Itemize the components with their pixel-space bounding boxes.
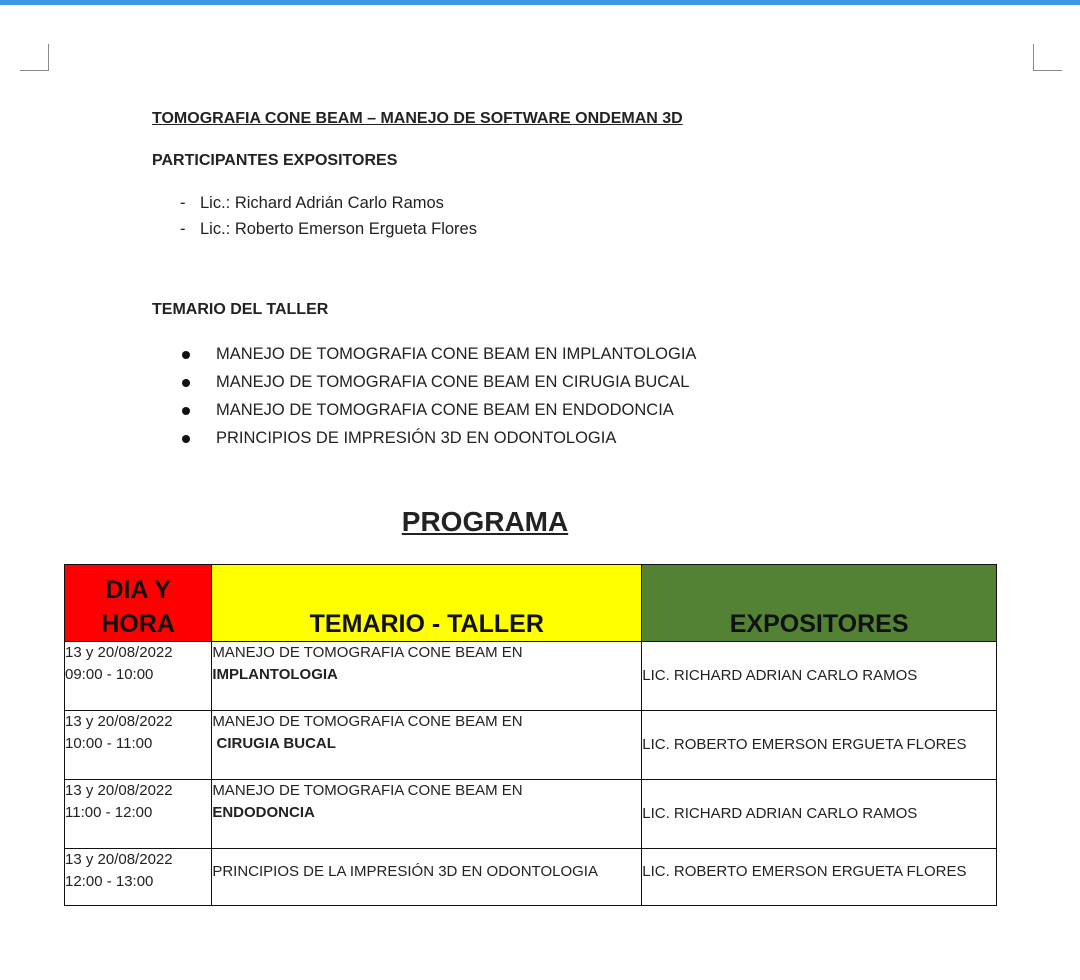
bullet-icon: [182, 407, 190, 415]
cell-speaker: LIC. RICHARD ADRIAN CARLO RAMOS: [642, 780, 997, 849]
cell-topic-line2: ENDODONCIA: [212, 804, 315, 821]
table-header-row: [65, 565, 997, 642]
cell-date: 13 y 20/08/2022: [65, 644, 173, 661]
cell-topic-line1: PRINCIPIOS DE LA IMPRESIÓN 3D EN ODONTOLOGIA: [212, 863, 598, 880]
topic-item: [180, 344, 696, 372]
cell-date-time: [65, 642, 212, 711]
participant-name: Lic.: Roberto Emerson Ergueta Flores: [200, 220, 477, 238]
header-dia-line2: HORA: [101, 610, 175, 638]
cell-topic-line1: MANEJO DE TOMOGRAFIA CONE BEAM EN: [212, 644, 523, 661]
cell-topic-line2: CIRUGIA BUCAL: [212, 735, 336, 752]
cell-speaker: LIC. ROBERTO EMERSON ERGUETA FLORES: [642, 849, 997, 906]
topic-item: [180, 400, 696, 428]
table-row: [65, 780, 997, 849]
program-table: [64, 564, 997, 906]
cell-time: 12:00 - 13:00: [65, 873, 154, 890]
cell-date-time: [65, 780, 212, 849]
cell-date-time: [65, 849, 212, 906]
cell-date-time: [65, 711, 212, 780]
cell-topic-line1: MANEJO DE TOMOGRAFIA CONE BEAM EN: [212, 782, 523, 799]
document-title: TOMOGRAFIA CONE BEAM – MANEJO DE SOFTWARE ONDEMAN 3D: [152, 110, 683, 127]
header-expositores: EXPOSITORES: [642, 565, 997, 642]
topic-item: [180, 428, 696, 456]
cell-date: 13 y 20/08/2022: [65, 782, 173, 799]
dash-marker: -: [180, 220, 186, 238]
cell-topic: [212, 849, 642, 906]
table-row: [65, 711, 997, 780]
cell-time: 11:00 - 12:00: [65, 804, 153, 821]
cell-time: 10:00 - 11:00: [65, 735, 153, 752]
cell-topic: [212, 780, 642, 849]
topic-text: MANEJO DE TOMOGRAFIA CONE BEAM EN CIRUGIA BUCAL: [216, 373, 690, 391]
topics-list: [180, 344, 696, 456]
table-row: [65, 642, 997, 711]
header-dia-line1: DIA Y: [105, 576, 171, 604]
cell-speaker: LIC. RICHARD ADRIAN CARLO RAMOS: [642, 642, 997, 711]
cell-topic: [212, 711, 642, 780]
dash-marker: -: [180, 194, 186, 212]
cell-time: 09:00 - 10:00: [65, 666, 154, 683]
cell-topic-line1: MANEJO DE TOMOGRAFIA CONE BEAM EN: [212, 713, 523, 730]
participant-item: [180, 219, 477, 245]
topic-text: MANEJO DE TOMOGRAFIA CONE BEAM EN ENDODONCIA: [216, 401, 674, 419]
topic-item: [180, 372, 696, 400]
cell-topic-line2: IMPLANTOLOGIA: [212, 666, 338, 683]
participant-name: Lic.: Richard Adrián Carlo Ramos: [200, 194, 444, 212]
topic-text: PRINCIPIOS DE IMPRESIÓN 3D EN ODONTOLOGIA: [216, 429, 617, 447]
participants-heading: PARTICIPANTES EXPOSITORES: [152, 152, 398, 169]
participants-list: [180, 193, 477, 245]
bullet-icon: [182, 351, 190, 359]
cell-date: 13 y 20/08/2022: [65, 713, 173, 730]
topics-heading: TEMARIO DEL TALLER: [152, 301, 329, 318]
cell-date: 13 y 20/08/2022: [65, 851, 173, 868]
program-heading: PROGRAMA: [401, 506, 569, 537]
header-dia-hora: [65, 565, 212, 642]
header-temario: TEMARIO - TALLER: [212, 565, 642, 642]
bullet-icon: [182, 435, 190, 443]
cell-speaker: LIC. ROBERTO EMERSON ERGUETA FLORES: [642, 711, 997, 780]
participant-item: [180, 193, 477, 219]
table-row: [65, 849, 997, 906]
cell-topic: [212, 642, 642, 711]
topic-text: MANEJO DE TOMOGRAFIA CONE BEAM EN IMPLANTOLOGIA: [216, 345, 697, 363]
bullet-icon: [182, 379, 190, 387]
